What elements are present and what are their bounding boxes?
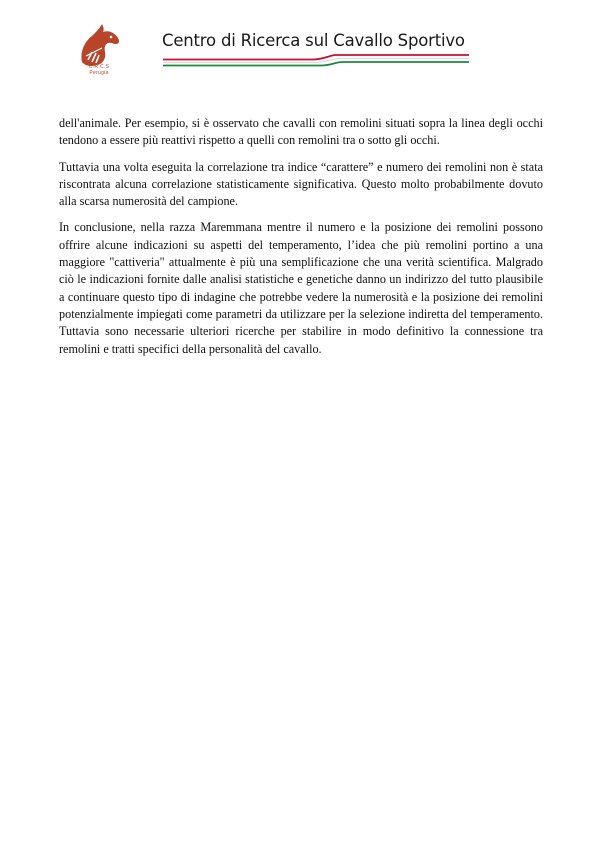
tricolor-stripes (163, 53, 469, 69)
logo-caption-line1: C.R.C.S (88, 64, 110, 70)
page-header (0, 0, 600, 90)
logo-caption (74, 64, 124, 76)
paragraph-1: dell'animale. Per esempio, si è osservato che cavalli con remolini situati sopra la linea degli occhi tendono a essere più reattivi rispetto a quelli con remolini tra o sotto gli occhi. (59, 116, 543, 148)
paragraph-3: In conclusione, nella razza Maremmana mentre il numero e la posizione dei remolini possono offrire alcune indicazioni su aspetti del temperamento, l’idea che più remolini portino a una maggiore "cattiveria" attualmente è più una semplificazione che una verità scientifica. Malgrado ciò le indicazioni fornite dalle analisi statistiche e genetiche danno un indirizzo del tutto plausibile a continuare questo tipo di indagine che potrebbe vedere la numerosità e la posizione dei remolini potenzialmente impiegati come parametri da utilizzare per la selezione indiretta del temperamento. Tuttavia sono necessarie ulteriori ricerche per stabilire in modo definitivo la connessione tra remolini e tratti specifici della personalità del cavallo. (59, 220, 543, 356)
header-title: Centro di Ricerca sul Cavallo Sportivo (162, 31, 465, 50)
body-text (59, 115, 543, 358)
logo-caption-line2: Perugia (89, 70, 109, 76)
paragraph-2: Tuttavia una volta eseguita la correlazione tra indice “carattere” e numero dei remolini non è stata riscontrata alcuna correlazione statisticamente significativa. Questo molto probabilmente dovuto alla scarsa numerosità del campione. (59, 159, 543, 209)
